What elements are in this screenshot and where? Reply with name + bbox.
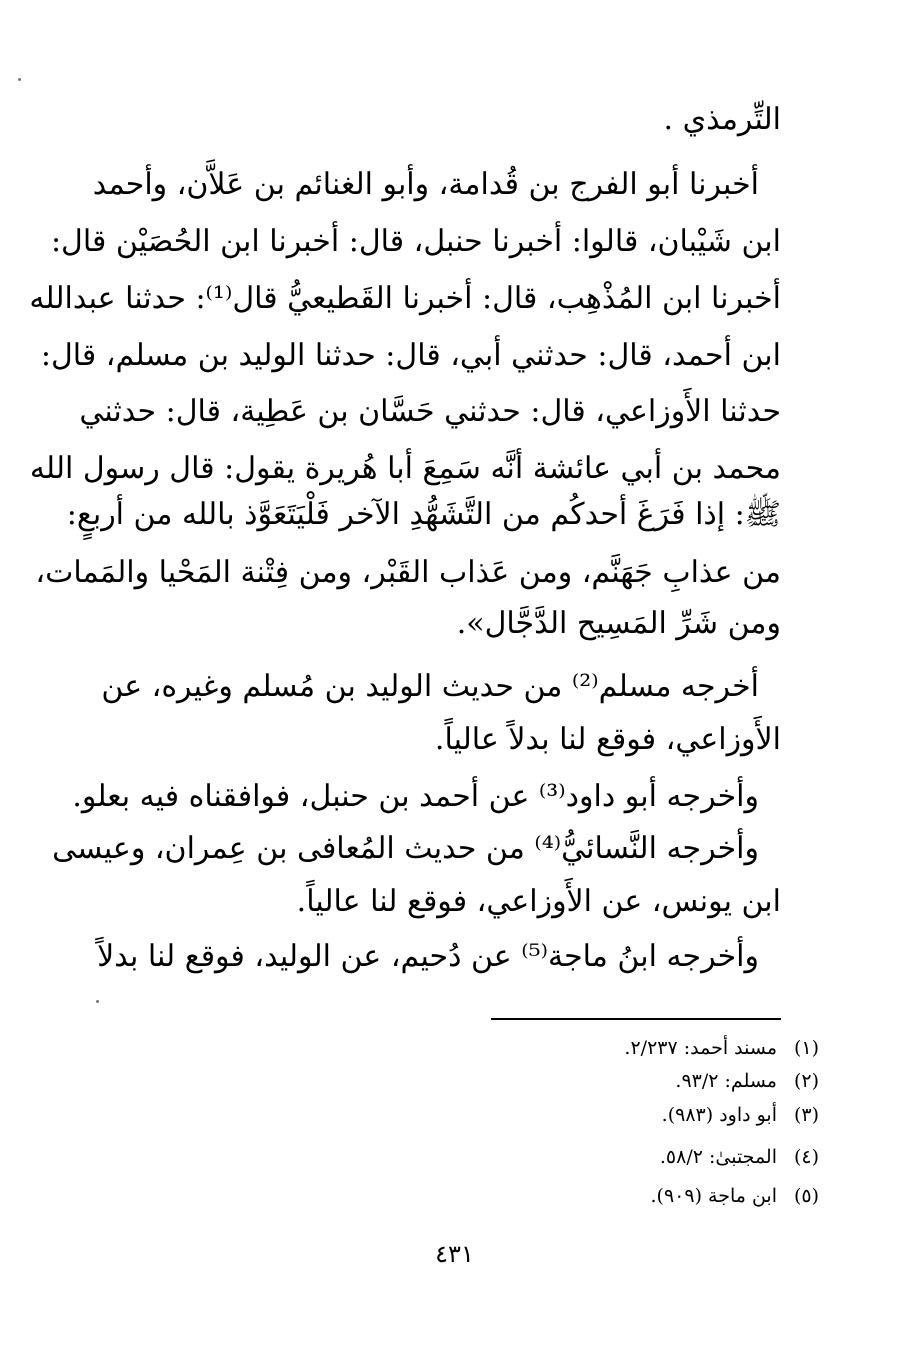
body-line-1: التِّرمذي . [663, 102, 781, 137]
footnote-4 [300, 1142, 819, 1172]
body-line-11: أخرجه مسلم⁽²⁾ من حديث الوليد بن مُسلم وغيره، عن [101, 669, 759, 704]
footnote-number: (٣) [793, 1104, 819, 1126]
body-line-12: الأَوزاعي، فوقع لنا بدلاً عالياً. [434, 722, 781, 757]
body-line-9: من عذابِ جَهَنَّم، ومن عَذاب القَبْر، ومن فِتْنة المَحْيا والمَمات، [35, 555, 781, 590]
body-line-14: وأخرجه النَّسائيُّ⁽⁴⁾ من حديث المُعافى بن عِمران، وعيسى [52, 831, 759, 866]
footnote-separator [491, 1018, 781, 1020]
footnote-text: أبو داود (٩٨٣). [661, 1104, 777, 1126]
body-line-8: ﷺ: إذا فَرَغَ أحدكُم من التَّشَهُّدِ الآخر فَلْيَتَعَوَّذ بالله من أربعٍ: [66, 497, 781, 532]
footnote-number: (٥) [793, 1185, 819, 1207]
body-line-5: ابن أحمد، قال: حدثني أبي، قال: حدثنا الوليد بن مسلم، قال: [40, 338, 781, 373]
footnote-text: مسلم: ٩٣/٢. [675, 1070, 777, 1092]
footnote-text: مسند أحمد: ٢/٢٣٧. [624, 1037, 777, 1059]
scan-speck [96, 1000, 99, 1003]
footnote-number: (٢) [793, 1070, 819, 1092]
scan-speck [18, 78, 21, 81]
footnote-3 [300, 1100, 819, 1130]
footnote-number: (١) [793, 1037, 819, 1059]
footnote-number: (٤) [793, 1146, 819, 1168]
body-line-2: أخبرنا أبو الفرج بن قُدامة، وأبو الغنائم بن عَلاَّن، وأحمد [92, 167, 759, 202]
body-line-16: وأخرجه ابنُ ماجة⁽⁵⁾ عن دُحيم، عن الوليد، فوقع لنا بدلاً [97, 939, 759, 974]
body-line-7: محمد بن أبي عائشة أنَّه سَمِعَ أبا هُريرة يقول: قال رسول الله [29, 451, 781, 486]
page-number: ٤٣١ [435, 1240, 474, 1268]
body-line-4: أخبرنا ابن المُذْهِب، قال: أخبرنا القَطيعيُّ قال⁽¹⁾: حدثنا عبدالله [29, 281, 781, 316]
footnote-5 [300, 1181, 819, 1211]
footnote-1 [300, 1033, 819, 1063]
body-line-13: وأخرجه أبو داود⁽³⁾ عن أحمد بن حنبل، فوافقناه فيه بعلو. [72, 779, 759, 814]
footnote-text: المجتبىٰ: ٥٨/٢. [659, 1146, 777, 1168]
footnote-2 [300, 1066, 819, 1096]
footnote-text: ابن ماجة (٩٠٩). [650, 1185, 777, 1207]
body-line-6: حدثنا الأَوزاعي، قال: حدثني حَسَّان بن عَطِية، قال: حدثني [79, 394, 781, 429]
body-line-3: ابن شَيْبان، قالوا: أخبرنا حنبل، قال: أخبرنا ابن الحُصَيْن قال: [50, 224, 781, 259]
body-line-15: ابن يونس، عن الأَوزاعي، فوقع لنا عالياً. [296, 884, 781, 919]
body-line-10: ومن شَرِّ المَسِيح الدَّجَّال». [456, 606, 781, 641]
